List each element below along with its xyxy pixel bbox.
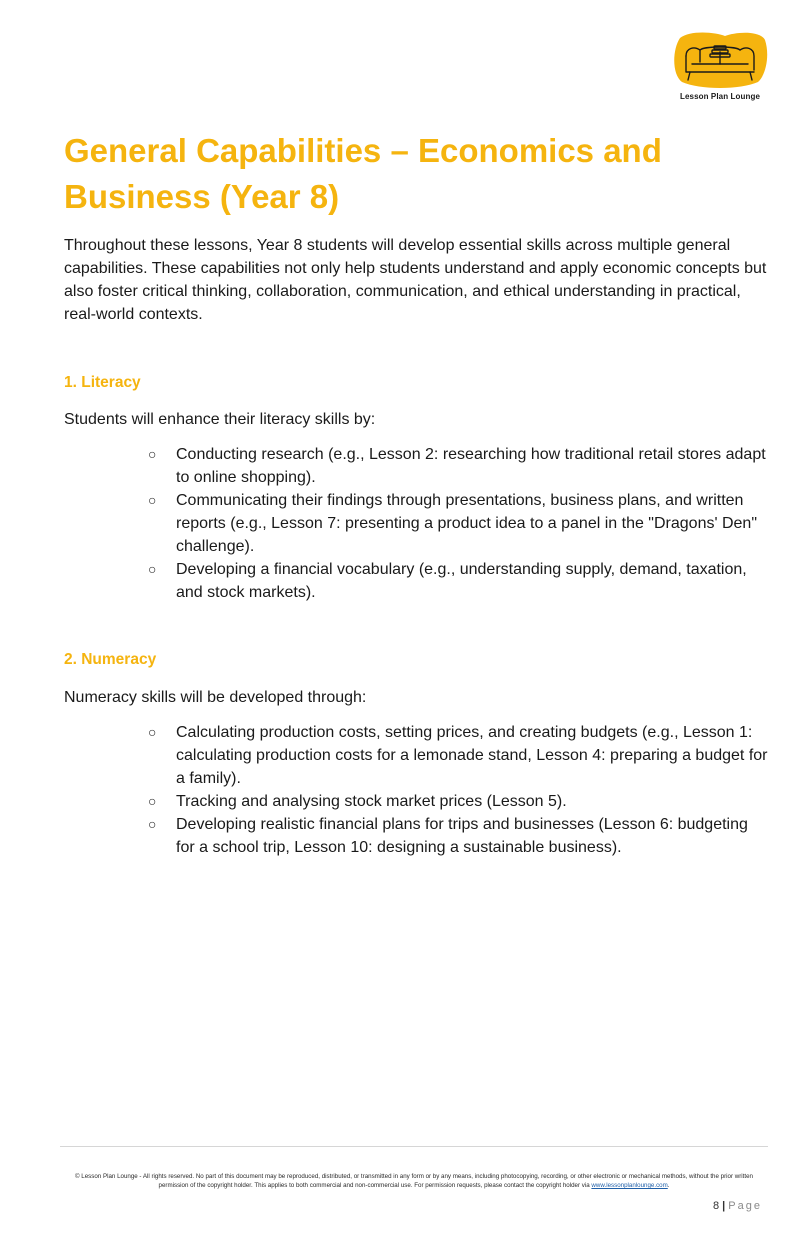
list-item — [148, 558, 768, 604]
list-item-text: Tracking and analysing stock market prices (Lesson 5). — [176, 793, 567, 810]
bullet-icon: ○ — [148, 446, 157, 462]
list-item — [148, 813, 768, 859]
list-item — [148, 790, 768, 813]
website-link[interactable]: www.lessonplanlounge.com — [591, 1182, 668, 1189]
logo-wordmark: Lesson Plan Lounge — [679, 92, 761, 101]
page-number — [713, 1200, 762, 1212]
sofa-logo-icon — [670, 30, 770, 92]
list-item-text: Developing a financial vocabulary (e.g., understanding supply, demand, taxation, and stock markets). — [176, 561, 747, 601]
page-number-value: 8 — [712, 1200, 720, 1212]
footer-divider — [60, 1146, 768, 1147]
literacy-list — [148, 443, 768, 604]
list-item — [148, 489, 768, 558]
page-label: Page — [728, 1200, 762, 1212]
list-item-text: Developing realistic financial plans for trips and businesses (Lesson 6: budgeting for a school trip, Lesson 10: designing a sustainable business). — [176, 816, 748, 856]
lesson-plan-lounge-logo — [670, 30, 770, 106]
list-item — [148, 721, 768, 790]
page-separator: | — [722, 1200, 726, 1212]
numeracy-list — [148, 721, 768, 859]
bullet-icon: ○ — [148, 492, 157, 508]
list-item-text: Conducting research (e.g., Lesson 2: researching how traditional retail stores adapt to online shopping). — [176, 446, 766, 486]
copyright-text: © Lesson Plan Lounge - All rights reserved. No part of this document may be reproduced, distributed, or transmitted in any form or by any means, including photocopying, recording, or other electronic or mechanical methods, without the prior written permission of the copyright holder. This applies to both commercial and non-commercial use. For permission requests, please contact the copyright holder via — [75, 1173, 753, 1189]
numeracy-lead: Numeracy skills will be developed through: — [64, 689, 367, 706]
bullet-icon: ○ — [148, 793, 157, 809]
literacy-lead: Students will enhance their literacy skills by: — [64, 411, 376, 428]
list-item-text: Communicating their findings through presentations, business plans, and written reports (e.g., Lesson 7: presenting a product idea to a panel in the "Dragons' Den" challenge). — [176, 492, 757, 555]
intro-paragraph: Throughout these lessons, Year 8 students will develop essential skills across multiple general capabilities. These capabilities not only help students understand and apply economic concepts but also foster critical thinking, collaboration, communication, and ethical understanding in practical, real-world contexts. — [64, 237, 767, 323]
bullet-icon: ○ — [148, 724, 157, 740]
footer-copyright — [64, 1172, 764, 1190]
list-item — [148, 443, 768, 489]
numeracy-heading: 2. Numeracy — [64, 651, 157, 668]
bullet-icon: ○ — [148, 561, 157, 577]
list-item-text: Calculating production costs, setting prices, and creating budgets (e.g., Lesson 1: calculating production costs for a lemonade stand, Lesson 4: preparing a budget for a family). — [176, 724, 768, 787]
page-title: General Capabilities – Economics and Business (Year 8) — [64, 132, 662, 215]
bullet-icon: ○ — [148, 816, 157, 832]
link-suffix: . — [667, 1182, 670, 1189]
literacy-heading: 1. Literacy — [64, 374, 141, 391]
